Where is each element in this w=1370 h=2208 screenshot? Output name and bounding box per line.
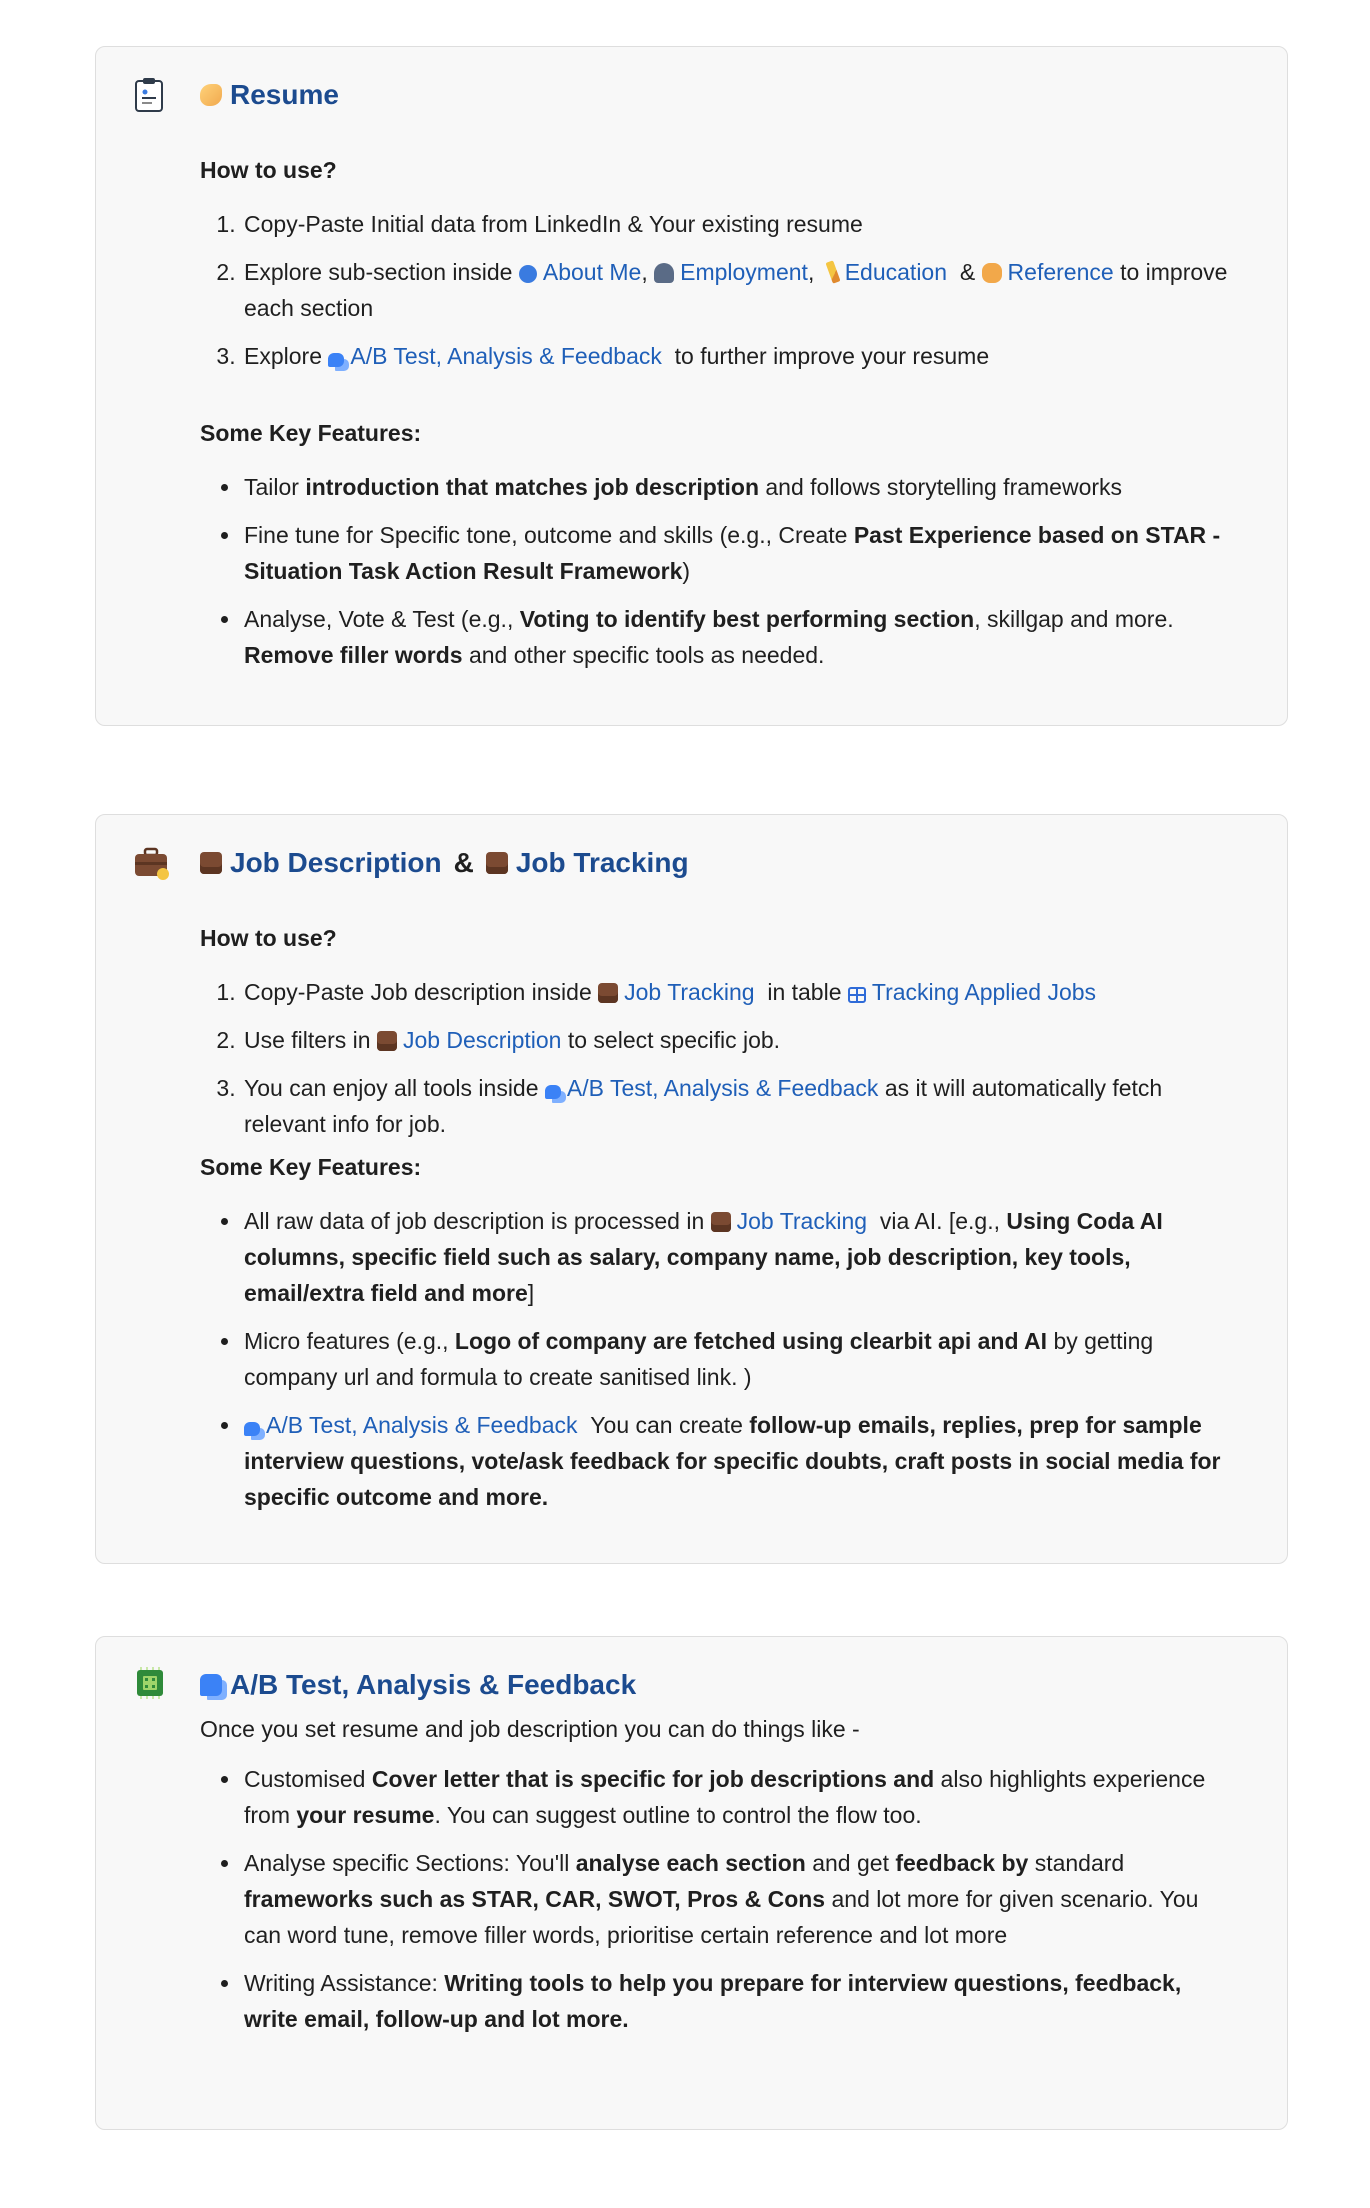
job-tracking-link-label: Job Tracking	[624, 979, 755, 1005]
job-tracking-link[interactable]	[598, 979, 754, 1005]
about-me-link[interactable]	[519, 259, 641, 285]
feature-bold: Past Experience based on STAR - Situation Task Action Result Framework	[244, 522, 1221, 584]
speech-bubbles-icon	[545, 1085, 561, 1099]
step-text: Use filters in	[244, 1027, 371, 1053]
job-description-title-link[interactable]: Job Description	[230, 847, 442, 878]
job-steps-list	[200, 974, 1239, 1142]
briefcase-icon	[711, 1212, 731, 1232]
ab-test-link[interactable]	[328, 343, 662, 369]
item-bold: frameworks such as STAR, CAR, SWOT, Pros & Cons	[244, 1886, 826, 1912]
item-bold: Cover letter that is specific for job descriptions and	[371, 1766, 935, 1792]
list-item	[242, 1070, 1239, 1142]
briefcase-icon	[377, 1031, 397, 1051]
job-features-heading: Some Key Features:	[200, 1154, 422, 1180]
item-text: . You can suggest outline to control the flow too.	[434, 1802, 922, 1828]
clipboard-icon	[134, 77, 164, 113]
list-item	[242, 601, 1239, 673]
list-item	[242, 1965, 1239, 2037]
list-item	[242, 974, 1239, 1010]
job-description-link[interactable]	[377, 1027, 562, 1053]
ab-test-link-label: A/B Test, Analysis & Feedback	[350, 343, 662, 369]
list-item	[242, 1845, 1239, 1953]
ab-test-link[interactable]	[545, 1075, 879, 1101]
job-card	[95, 814, 1288, 1564]
feature-bold: introduction that matches job description	[305, 474, 759, 500]
step-text: You can enjoy all tools inside	[244, 1075, 539, 1101]
step-text: Copy-Paste Initial data from LinkedIn & Your existing resume	[244, 211, 863, 237]
ab-test-link-label: A/B Test, Analysis & Feedback	[266, 1412, 578, 1438]
education-link-label: Education	[844, 259, 948, 285]
list-item	[242, 1323, 1239, 1395]
step-text: Explore	[244, 343, 322, 369]
speech-bubbles-icon	[244, 1422, 260, 1436]
briefcase-icon	[598, 983, 618, 1003]
item-bold: Writing tools to help you prepare for interview questions, feedback, write email, follow-up and lot more.	[244, 1970, 1182, 2032]
job-how-to-use-heading: How to use?	[200, 925, 337, 951]
reference-link[interactable]	[982, 259, 1114, 285]
step-text: Explore sub-section inside	[244, 259, 513, 285]
item-text: Writing Assistance:	[244, 1970, 445, 1996]
resume-steps-list	[200, 206, 1239, 374]
feature-bold: Remove filler words	[244, 642, 463, 668]
feature-text: Analyse, Vote & Test (e.g.,	[244, 606, 520, 632]
feature-bold: Logo of company are fetched using clearbit api and AI	[454, 1328, 1048, 1354]
item-bold: feedback by	[895, 1850, 1029, 1876]
pencil-icon	[825, 260, 840, 283]
resume-how-to-use-heading: How to use?	[200, 157, 337, 183]
chip-icon	[134, 1667, 164, 1703]
waving-hand-icon	[200, 84, 222, 106]
job-tracking-title-link[interactable]: Job Tracking	[515, 847, 689, 878]
feature-text: ]	[527, 1280, 535, 1306]
list-item	[242, 1203, 1239, 1311]
job-description-link-label: Job Description	[402, 1027, 562, 1053]
tracking-applied-jobs-label: Tracking Applied Jobs	[871, 979, 1097, 1005]
info-icon	[519, 265, 537, 283]
list-item	[242, 206, 1239, 242]
resume-features-list	[200, 469, 1239, 673]
list-item	[242, 1022, 1239, 1058]
separator: &	[959, 259, 976, 285]
handshake-icon	[982, 263, 1002, 283]
resume-features-heading: Some Key Features:	[200, 420, 422, 446]
ab-test-title[interactable]	[200, 1667, 1239, 1703]
briefcase-icon	[134, 845, 164, 881]
table-icon	[848, 987, 866, 1003]
feature-text: via AI. [e.g.,	[879, 1208, 1007, 1234]
item-bold: your resume	[296, 1802, 435, 1828]
item-text: Analyse specific Sections: You'll	[244, 1850, 576, 1876]
resume-title-text[interactable]: Resume	[230, 79, 339, 110]
reference-link-label: Reference	[1007, 259, 1114, 285]
briefcase-icon	[200, 852, 222, 874]
ab-test-link-label: A/B Test, Analysis & Feedback	[566, 1075, 879, 1101]
education-link[interactable]	[821, 259, 947, 285]
separator: ,	[807, 259, 815, 285]
ab-test-title-text[interactable]: A/B Test, Analysis & Feedback	[230, 1669, 637, 1700]
technologist-icon	[654, 263, 674, 283]
feature-text: Tailor	[244, 474, 306, 500]
feature-text: All raw data of job description is processed in	[244, 1208, 705, 1234]
feature-text: , skillgap and more.	[974, 606, 1174, 632]
about-me-link-label: About Me	[542, 259, 642, 285]
ab-test-list	[200, 1761, 1239, 2037]
list-item	[242, 1407, 1239, 1515]
feature-text: )	[682, 558, 691, 584]
ab-test-card	[95, 1636, 1288, 2130]
list-item	[242, 517, 1239, 589]
tracking-applied-jobs-link[interactable]	[848, 979, 1096, 1005]
ab-test-intro: Once you set resume and job description you can do things like -	[200, 1716, 860, 1742]
item-text: and lot more for given scenario. You can word tune, remove filler words, prioritise certain reference and lot more	[244, 1886, 1199, 1948]
list-item	[242, 338, 1239, 374]
feature-text: Micro features (e.g.,	[244, 1328, 455, 1354]
item-text: and get	[805, 1850, 896, 1876]
step-text: as it will automatically fetch relevant info for job.	[244, 1075, 1163, 1137]
feature-bold: Voting to identify best performing section	[519, 606, 975, 632]
employment-link[interactable]	[654, 259, 808, 285]
step-text: to improve each section	[244, 259, 1228, 321]
briefcase-icon	[486, 852, 508, 874]
feature-text: Fine tune for Specific tone, outcome and skills (e.g., Create	[244, 522, 854, 548]
feature-text: and other specific tools as needed.	[462, 642, 825, 668]
employment-link-label: Employment	[680, 259, 808, 285]
ab-test-link[interactable]	[244, 1412, 578, 1438]
job-features-list	[200, 1203, 1239, 1515]
job-tracking-link[interactable]	[711, 1208, 867, 1234]
speech-bubbles-icon	[200, 1674, 222, 1696]
resume-title[interactable]	[200, 77, 1239, 113]
job-tracking-link-label: Job Tracking	[736, 1208, 868, 1234]
job-title	[200, 845, 1239, 881]
feature-text: You can create	[590, 1412, 750, 1438]
item-bold: analyse each section	[575, 1850, 806, 1876]
speech-bubbles-icon	[328, 353, 344, 367]
item-text: standard	[1028, 1850, 1125, 1876]
list-item	[242, 254, 1239, 326]
feature-bold: follow-up emails, replies, prep for sample interview questions, vote/ask feedback for specific doubts, craft posts in social media for specific outcome and more.	[244, 1412, 1221, 1510]
step-text: Copy-Paste Job description inside	[244, 979, 592, 1005]
step-text: to select specific job.	[567, 1027, 781, 1053]
resume-card	[95, 46, 1288, 726]
feature-text: and follows storytelling frameworks	[759, 474, 1123, 500]
item-text: Customised	[244, 1766, 372, 1792]
list-item	[242, 1761, 1239, 1833]
list-item	[242, 469, 1239, 505]
item-text: also highlights experience from	[244, 1766, 1206, 1828]
feature-bold: Using Coda AI columns, specific field such as salary, company name, job description, key tools, email/extra field and more	[244, 1208, 1163, 1306]
title-separator: &	[453, 847, 474, 878]
step-text: in table	[767, 979, 842, 1005]
step-text: to further improve your resume	[674, 343, 990, 369]
separator: ,	[641, 259, 648, 285]
feature-text: by getting company url and formula to create sanitised link. )	[244, 1328, 1154, 1390]
